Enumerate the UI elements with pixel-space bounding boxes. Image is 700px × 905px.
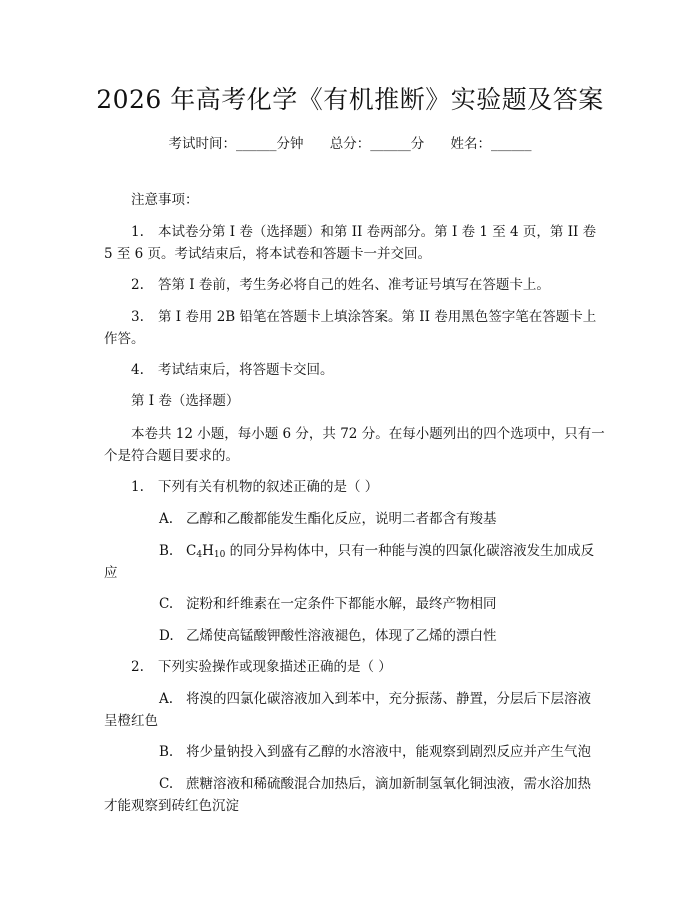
option-c bbox=[159, 773, 591, 795]
option-label: A. bbox=[159, 691, 174, 707]
question-stem bbox=[131, 656, 392, 678]
option-label: C. bbox=[159, 596, 174, 612]
note-item bbox=[131, 274, 550, 296]
question-number: 2. bbox=[131, 659, 144, 675]
note-number: 4. bbox=[131, 362, 144, 378]
question-text: 下列有关有机物的叙述正确的是（ ） bbox=[158, 479, 379, 495]
note-text: 考试结束后，将答题卡交回。 bbox=[158, 362, 334, 378]
option-text-continued: 才能观察到砖红色沉淀 bbox=[104, 798, 239, 814]
note-item bbox=[131, 221, 596, 243]
option-a bbox=[159, 508, 497, 530]
note-number: 1. bbox=[131, 224, 144, 240]
option-label: B. bbox=[159, 543, 174, 559]
note-text-continued: 作答。 bbox=[104, 331, 145, 347]
formula: $C_4H_{10}$ bbox=[186, 543, 226, 560]
option-text: 乙烯使高锰酸钾酸性溶液褪色，体现了乙烯的漂白性 bbox=[186, 628, 497, 644]
section-heading: 第 I 卷（选择题） bbox=[131, 393, 240, 409]
question-stem bbox=[131, 476, 378, 498]
notes-heading: 注意事项： bbox=[131, 192, 199, 208]
exam-meta bbox=[0, 132, 700, 152]
option-text: 将溴的四氯化碳溶液加入到苯中，充分振荡、静置，分层后下层溶液 bbox=[186, 691, 591, 707]
option-text-continued: 应 bbox=[104, 565, 118, 581]
option-a bbox=[159, 688, 591, 710]
note-text: 答第 I 卷前，考生务必将自己的姓名、准考证号填写在答题卡上。 bbox=[158, 277, 550, 293]
option-label: D. bbox=[159, 628, 174, 644]
option-text: 将少量钠投入到盛有乙醇的水溶液中，能观察到剧烈反应并产生气泡 bbox=[186, 744, 591, 760]
note-item bbox=[131, 359, 334, 381]
question-number: 1. bbox=[131, 479, 144, 495]
note-number: 2. bbox=[131, 277, 144, 293]
option-c bbox=[159, 593, 497, 615]
page-title: 2026 年高考化学《有机推断》实验题及答案 bbox=[96, 85, 604, 114]
name-field: 姓名：______ bbox=[450, 136, 532, 152]
score-field: 总分：______分 bbox=[329, 136, 425, 152]
note-text: 第 I 卷用 2B 铅笔在答题卡上填涂答案。第 II 卷用黑色签字笔在答题卡上 bbox=[158, 309, 597, 325]
option-text: 乙醇和乙酸都能发生酯化反应，说明二者都含有羧基 bbox=[186, 511, 497, 527]
option-text: 淀粉和纤维素在一定条件下都能水解，最终产物相同 bbox=[186, 596, 497, 612]
note-text-continued: 5 至 6 页。考试结束后，将本试卷和答题卡一并交回。 bbox=[104, 246, 432, 262]
option-text: 的同分异构体中，只有一种能与溴的四氯化碳溶液发生加成反 bbox=[225, 543, 595, 559]
note-item bbox=[131, 306, 596, 328]
option-text-continued: 呈橙红色 bbox=[104, 713, 158, 729]
question-text: 下列实验操作或现象描述正确的是（ ） bbox=[158, 659, 392, 675]
option-label: A. bbox=[159, 511, 174, 527]
option-b bbox=[159, 540, 594, 566]
option-d bbox=[159, 625, 497, 647]
section-intro-continued: 个是符合题目要求的。 bbox=[104, 448, 239, 464]
time-field: 考试时间：______分钟 bbox=[168, 136, 304, 152]
note-number: 3. bbox=[131, 309, 144, 325]
option-label: C. bbox=[159, 776, 174, 792]
note-text: 本试卷分第 I 卷（选择题）和第 II 卷两部分。第 I 卷 1 至 4 页，第 II 卷 bbox=[158, 224, 597, 240]
option-label: B. bbox=[159, 744, 174, 760]
option-text: 蔗糖溶液和稀硫酸混合加热后，滴加新制氢氧化铜浊液，需水浴加热 bbox=[186, 776, 591, 792]
section-intro: 本卷共 12 小题，每小题 6 分，共 72 分。在每小题列出的四个选项中，只有一 bbox=[131, 426, 605, 442]
option-b bbox=[159, 741, 591, 763]
